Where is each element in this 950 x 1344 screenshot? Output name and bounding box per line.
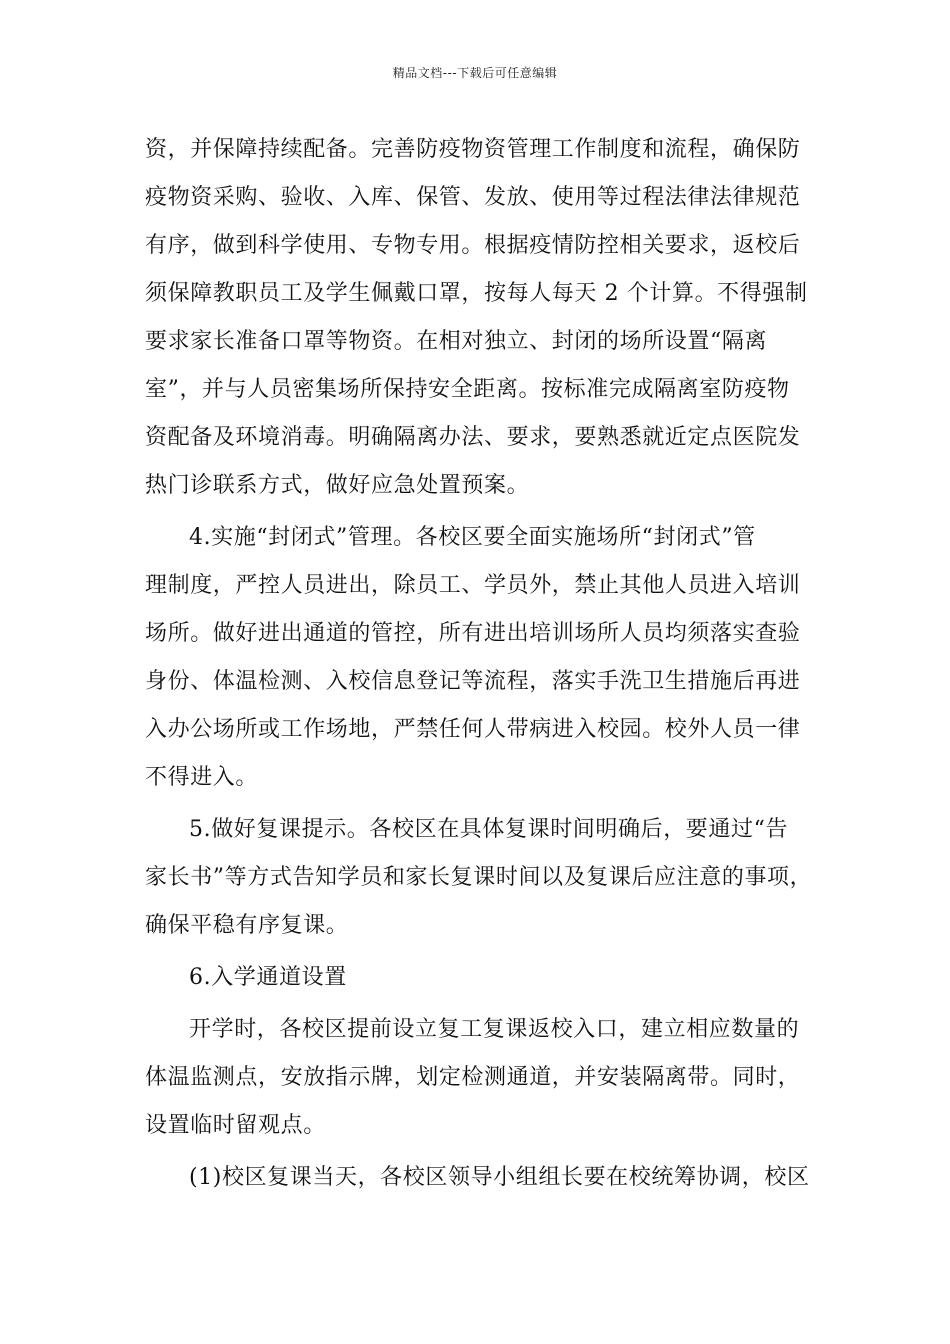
page-header: 精品文档---下载后可任意编辑 bbox=[392, 66, 558, 80]
text-line: 疫物资采购、验收、入库、保管、发放、使用等过程法律法律规范 bbox=[145, 185, 801, 210]
text-line: 须保障教职员工及学生佩戴口罩，按每人每天 2 个计算。不得强制 bbox=[145, 281, 808, 306]
text-line: 有序，做到科学使用、专物专用。根据疫情防控相关要求，返校后 bbox=[145, 233, 801, 258]
text-line: 室”，并与人员密集场所保持安全距离。按标准完成隔离室防疫物 bbox=[145, 377, 790, 402]
text-line: 身份、体温检测、入校信息登记等流程，落实手洗卫生措施后再进 bbox=[145, 669, 801, 694]
text-line: 不得进入。 bbox=[145, 765, 259, 790]
text-line: 6.入学通道设置 bbox=[189, 965, 347, 990]
text-line: 入办公场所或工作场地，严禁任何人带病进入校园。校外人员一律 bbox=[145, 717, 801, 742]
text-line: 资配备及环境消毒。明确隔离办法、要求，要熟悉就近定点医院发 bbox=[145, 425, 801, 450]
text-line: 设置临时留观点。 bbox=[145, 1113, 326, 1138]
text-line: 要求家长准备口罩等物资。在相对独立、封闭的场所设置“隔离 bbox=[145, 329, 768, 354]
text-line: 5.做好复课提示。各校区在具体复课时间明确后，要通过“告 bbox=[189, 817, 789, 842]
document-body bbox=[145, 126, 820, 1202]
text-line: 开学时，各校区提前设立复工复课返校入口，建立相应数量的 bbox=[189, 1017, 800, 1042]
text-line: 确保平稳有序复课。 bbox=[145, 913, 349, 938]
text-line: 家长书”等方式告知学员和家长复课时间以及复课后应注意的事项， bbox=[145, 865, 813, 890]
text-line: 场所。做好进出通道的管控，所有进出培训场所人员均须落实查验 bbox=[145, 621, 801, 646]
text-line: 4.实施“封闭式”管理。各校区要全面实施场所“封闭式”管 bbox=[189, 525, 756, 550]
text-line: 体温监测点，安放指示牌，划定检测通道，并安装隔离带。同时， bbox=[145, 1065, 801, 1090]
text-line: 理制度，严控人员进出，除员工、学员外，禁止其他人员进入培训 bbox=[145, 573, 801, 598]
text-line: (1)校区复课当天，各校区领导小组组长要在校统筹协调，校区 bbox=[189, 1165, 810, 1190]
text-line: 资，并保障持续配备。完善防疫物资管理工作制度和流程，确保防 bbox=[145, 137, 801, 162]
text-line: 热门诊联系方式，做好应急处置预案。 bbox=[145, 473, 530, 498]
